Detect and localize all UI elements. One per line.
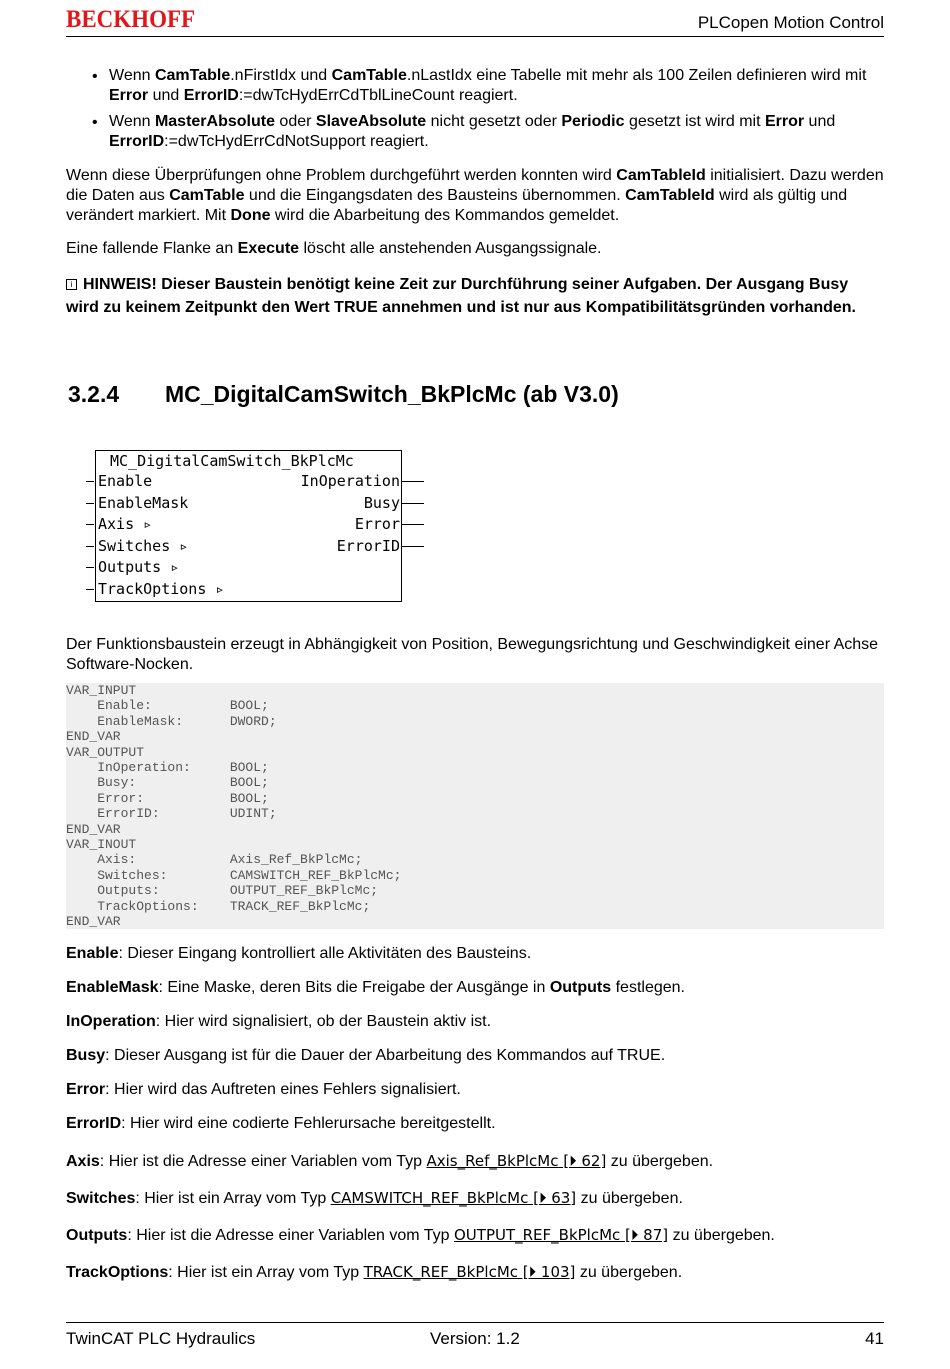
header-divider: [66, 36, 884, 37]
bold-term: CamTable: [331, 67, 407, 84]
param-text: zu übergeben.: [606, 1153, 714, 1170]
text-run: .nFirstIdx und: [230, 67, 332, 84]
paragraph-falling-edge: [66, 239, 884, 259]
param-text: zu übergeben.: [668, 1227, 775, 1244]
input-pin: [86, 589, 94, 590]
param-name: Switches: [66, 1190, 136, 1207]
param-text: : Dieser Ausgang ist für die Dauer der Abarbeitung des Kommandos auf TRUE.: [105, 1047, 666, 1064]
note-hinweis: [66, 274, 884, 319]
footer-version: Version: 1.2: [430, 1329, 520, 1348]
param-name: Busy: [66, 1047, 106, 1064]
section-number: 3.2.4: [68, 381, 120, 407]
output-pin: [402, 481, 424, 482]
bullet-marker: •: [92, 114, 98, 131]
input-pin: [86, 567, 94, 568]
function-block-description: Der Funktionsbaustein erzeugt in Abhängigkeit von Position, Bewegungsrichtung und Geschwindigkeit einer Achse Software-Nocken.: [66, 636, 879, 673]
param-name: EnableMask: [66, 979, 159, 996]
bold-term: Periodic: [561, 113, 625, 130]
param-text: : Hier ist die Adresse einer Variablen vom Typ: [99, 1153, 427, 1170]
text-run: wird als gültig und verändert markiert. Mit: [66, 187, 848, 224]
fb-input-axis: Axis ▹: [98, 515, 153, 533]
type-link-track-ref[interactable]: TRACK_REF_BkPlcMc [⏵ 103]: [363, 1263, 576, 1281]
footer-document-title: TwinCAT PLC Hydraulics: [66, 1329, 256, 1348]
bold-term: Error: [109, 87, 149, 104]
info-icon: i: [66, 279, 77, 290]
fb-input-enable: Enable: [98, 472, 153, 490]
bold-term: ErrorID: [183, 87, 239, 104]
param-text: : Hier wird eine codierte Fehlerursache bereitgestellt.: [121, 1115, 496, 1132]
param-ref: Outputs: [549, 979, 612, 996]
bullet-marker: •: [92, 68, 98, 85]
text-run: gesetzt ist wird mit: [624, 113, 765, 130]
param-text: : Hier wird signalisiert, ob der Baustein aktiv ist.: [155, 1013, 492, 1030]
text-run: Wenn: [109, 67, 155, 84]
param-switches: [66, 1188, 884, 1209]
fb-input-outputs: Outputs ▹: [98, 558, 180, 576]
bold-term: Done: [230, 207, 271, 224]
text-run: und: [148, 87, 184, 104]
code-declaration: VAR_INPUT Enable: BOOL; EnableMask: DWORD; END_VAR VAR_OUTPUT InOperation: BOOL; Busy: BOOL; Error: BOOL; ErrorID: UDINT; END_VAR VAR_INOUT Axis: Axis_Ref_BkPlcMc; Switches: CAMSWITCH_REF_BkPlcMc; Outputs: OUTPUT_REF_BkPlcMc; TrackOptions: TRACK_REF_BkPlcMc; END_VAR: [66, 683, 402, 930]
param-text: : Hier ist ein Array vom Typ: [168, 1264, 364, 1281]
input-pin: [86, 481, 94, 482]
param-name: ErrorID: [66, 1115, 122, 1132]
text-run: löscht alle anstehenden Ausgangssignale.: [299, 240, 602, 257]
param-errorid: [66, 1114, 884, 1134]
bold-term: Error: [764, 113, 805, 130]
type-link-camswitch-ref[interactable]: CAMSWITCH_REF_BkPlcMc [⏵ 63]: [330, 1189, 577, 1207]
text-run: Wenn: [109, 113, 155, 130]
param-name: Error: [66, 1081, 106, 1098]
code-block: [66, 683, 884, 929]
function-block-name: MC_DigitalCamSwitch_BkPlcMc: [110, 452, 354, 470]
param-name: Enable: [66, 945, 119, 962]
param-text: zu übergeben.: [576, 1190, 683, 1207]
input-pin: [86, 546, 94, 547]
output-pin: [402, 546, 424, 547]
beckhoff-logo: BECKHOFF: [66, 6, 196, 33]
param-name: TrackOptions: [66, 1264, 169, 1281]
text-run: und die Eingangsdaten des Bausteins übernommen.: [244, 187, 626, 204]
bold-term: MasterAbsolute: [154, 113, 275, 130]
param-enable: [66, 944, 884, 964]
text-run: oder: [274, 113, 316, 130]
param-text: : Hier ist ein Array vom Typ: [135, 1190, 331, 1207]
type-link-output-ref[interactable]: OUTPUT_REF_BkPlcMc [⏵ 87]: [454, 1226, 669, 1244]
fb-output-error: Error: [354, 515, 400, 533]
bold-term: ErrorID: [109, 133, 165, 150]
text-run: wird die Abarbeitung des Kommandos gemeldet.: [270, 207, 620, 224]
text-run: initialisiert. Dazu werden die Daten aus: [66, 167, 884, 204]
text-run: :=dwTcHydErrCdTblLineCount reagiert.: [238, 87, 518, 104]
fb-input-trackoptions: TrackOptions ▹: [98, 580, 225, 598]
text-run: nicht gesetzt oder: [426, 113, 562, 130]
param-enablemask: [66, 978, 884, 998]
bullet-item-1: [109, 66, 884, 106]
fb-output-inoperation: InOperation: [300, 472, 400, 490]
param-trackoptions: [66, 1262, 884, 1283]
param-text: : Eine Maske, deren Bits die Freigabe der Ausgänge in: [158, 979, 550, 996]
section-title: MC_DigitalCamSwitch_BkPlcMc (ab V3.0): [165, 381, 619, 407]
param-name: InOperation: [66, 1013, 156, 1030]
param-text: festlegen.: [611, 979, 685, 996]
bold-term: SlaveAbsolute: [315, 113, 427, 130]
bullet-item-2: [109, 112, 884, 152]
bold-term: CamTable: [154, 67, 231, 84]
text-run: Eine fallende Flanke an: [66, 240, 238, 257]
text-run: Wenn diese Überprüfungen ohne Problem durchgeführt werden konnten wird: [66, 167, 617, 184]
param-text: : Dieser Eingang kontrolliert alle Aktivitäten des Bausteins.: [118, 945, 532, 962]
param-inoperation: [66, 1012, 884, 1032]
output-pin: [402, 524, 424, 525]
bold-term: CamTableId: [616, 167, 706, 184]
input-pin: [86, 503, 94, 504]
bold-term: Execute: [237, 240, 300, 257]
page-number: 41: [865, 1329, 884, 1348]
fb-input-switches: Switches ▹: [98, 537, 189, 555]
param-outputs: [66, 1225, 884, 1246]
footer-divider: [66, 1322, 884, 1323]
input-pin: [86, 524, 94, 525]
param-axis: [66, 1151, 884, 1172]
text-run: .nLastIdx eine Tabelle mit mehr als 100 Zeilen definieren wird mit: [406, 67, 867, 84]
output-pin: [402, 503, 424, 504]
note-text: HINWEIS! Dieser Baustein benötigt keine Zeit zur Durchführung seiner Aufgaben. Der Ausgang Busy wird zu keinem Zeitpunkt den Wert TRUE annehmen und ist nur aus Kompatibilitätsgründen vorhanden.: [66, 276, 856, 316]
header-title: PLCopen Motion Control: [697, 13, 884, 32]
param-busy: [66, 1046, 884, 1066]
text-run: :=dwTcHydErrCdNotSupport reagiert.: [164, 133, 429, 150]
fb-input-enablemask: EnableMask: [98, 494, 189, 512]
param-text: zu übergeben.: [575, 1264, 683, 1281]
fb-output-errorid: ErrorID: [336, 537, 400, 555]
param-text: : Hier wird das Auftreten eines Fehlers signalisiert.: [105, 1081, 461, 1098]
param-text: : Hier ist die Adresse einer Variablen vom Typ: [127, 1227, 454, 1244]
param-error: [66, 1080, 884, 1100]
bold-term: CamTable: [169, 187, 245, 204]
bold-term: CamTableId: [625, 187, 715, 204]
param-name: Axis: [66, 1153, 100, 1170]
text-run: und: [804, 113, 836, 130]
paragraph-initialization: [66, 166, 884, 226]
fb-output-busy: Busy: [363, 494, 400, 512]
param-name: Outputs: [66, 1227, 128, 1244]
type-link-axis-ref[interactable]: Axis_Ref_BkPlcMc [⏵ 62]: [426, 1152, 607, 1170]
